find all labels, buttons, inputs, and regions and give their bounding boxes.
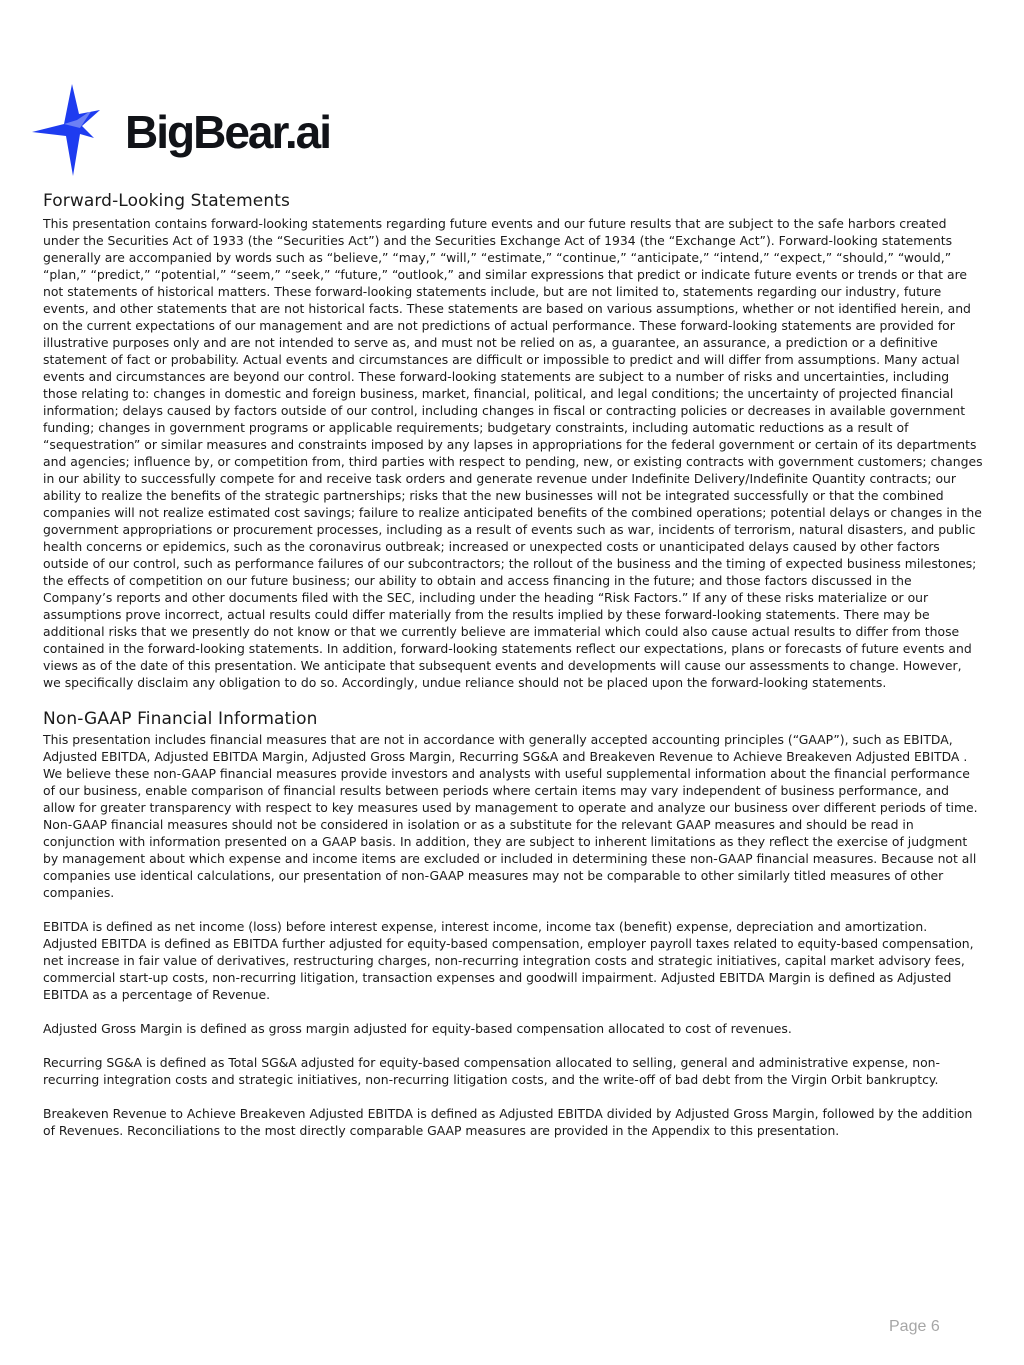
- breakeven-revenue-paragraph: Breakeven Revenue to Achieve Breakeven Adjusted EBITDA is defined as Adjusted EBITDA divided by Adjusted Gross Margin, followed by the addition of Revenues. Reconciliations to the most directly comparable GAAP measures are provided in the Appendix to this presentation.: [43, 1106, 973, 1138]
- recurring-sga-paragraph: Recurring SG&A is defined as Total SG&A adjusted for equity-based compensation allocated to selling, general and administrative expense, non-recurring integration costs and strategic initiatives, non-recurring litigation costs, and the write-off of bad debt from the Virgin Orbit bankruptcy.: [43, 1055, 940, 1087]
- north-star-icon: [30, 80, 130, 180]
- logo-wordmark: BigBear.ai: [125, 106, 330, 158]
- non-gaap-title: Non-GAAP Financial Information: [43, 709, 318, 729]
- forward-looking-paragraph: This presentation contains forward-looking statements regarding future events and our future results that are subject to the safe harbors created under the Securities Act of 1933 (the “Securities Act”) and the Securities Exchange Act of 1934 (the “Exchange Act”). Forward-looking statements generally are accompanied by words such as “believe,” “may,” “will,” “estimate,” “continue,” “anticipate,” “intend,” “expect,” “should,” “would,” “plan,” “predict,” “potential,” “seem,” “seek,” “future,” “outlook,” and similar expressions that predict or indicate future events or trends or that are not statements of historical matters. These forward-looking statements include, but are not limited to, statements regarding our industry, future events, and other statements that are not historical facts. These statements are based on various assumptions, whether or not identified herein, and on the current expectations of our management and are not predictions of actual performance. These forward-looking statements are provided for illustrative purposes only and are not intended to serve as, and must not be relied on as, a guarantee, an assurance, a prediction or a definitive statement of fact or probability. Actual events and circumstances are difficult or impossible to predict and will differ from assumptions. Many actual events and circumstances are beyond our control. These forward-looking statements are subject to a number of risks and uncertainties, including those relating to: changes in domestic and foreign business, market, financial, political, and legal conditions; the uncertainty of projected financial information; delays caused by factors outside of our control, including changes in fiscal or contracting policies or decreases in available government funding; changes in government programs or applicable requirements; budgetary constraints, including automatic reductions as a result of “sequestration” or similar measures and constraints imposed by any lapses in appropriations for the federal government or certain of its departments and agencies; influence by, or competition from, third parties with respect to pending, new, or existing contracts with government customers; changes in our ability to successfully compete for and receive task orders and generate revenue under Indefinite Delivery/Indefinite Quantity contracts; our ability to realize the benefits of the strategic partnerships; risks that the new businesses will not be integrated successfully or that the combined companies will not realize estimated cost savings; failure to realize anticipated benefits of the combined operations; potential delays or changes in the government appropriations or procurement processes, including as a result of events such as war, incidents of terrorism, natural disasters, and public health concerns or epidemics, such as the coronavirus outbreak; increased or unexpected costs or unanticipated delays caused by other factors outside of our control, such as performance failures of our subcontractors; the rollout of the business and the timing of expected business milestones; the effects of competition on our future business; our ability to obtain and access financing in the future; and those factors discussed in the Company’s reports and other documents filed with the SEC, including under the heading “Risk Factors.” If any of these risks materialize or our assumptions prove incorrect, actual results could differ materially from the results implied by these forward-looking statements. There may be additional risks that we presently do not know or that we currently believe are immaterial which could also cause actual results to differ from those contained in the forward-looking statements. In addition, forward-looking statements reflect our expectations, plans or forecasts of future events and views as of the date of this presentation. We anticipate that subsequent events and developments will cause our assessments to change. However, we specifically disclaim any obligation to do so. Accordingly, undue reliance should not be placed upon the forward-looking statements.: [43, 216, 983, 690]
- forward-looking-section: [43, 190, 983, 691]
- adjusted-gross-margin-paragraph: Adjusted Gross Margin is defined as gross margin adjusted for equity-based compensation allocated to cost of revenues.: [43, 1021, 792, 1036]
- document-body: [43, 190, 983, 1139]
- forward-looking-title: Forward-Looking Statements: [43, 191, 290, 211]
- non-gaap-paragraph-intro: This presentation includes financial measures that are not in accordance with generally accepted accounting principles (“GAAP”), such as EBITDA, Adjusted EBITDA, Adjusted EBITDA Margin, Adjusted Gross Margin, Recurring SG&A and Breakeven Revenue to Achieve Breakeven Adjusted EBITDA . We believe these non-GAAP financial measures provide investors and analysts with useful supplemental information about the financial performance of our business, enable comparison of financial results between periods where certain items may vary independent of business performance, and allow for greater transparency with respect to key measures used by management to operate and analyze our business over different periods of time. Non-GAAP financial measures should not be considered in isolation or as a substitute for the relevant GAAP measures and should be read in conjunction with information presented on a GAAP basis. In addition, they are subject to inherent limitations as they reflect the exercise of judgment by management about which expense and income items are excluded or included in determining these non-GAAP financial measures. Because not all companies use identical calculations, our presentation of non-GAAP measures may not be comparable to other similarly titled measures of other companies.: [43, 732, 978, 900]
- bigbear-logo: [30, 80, 330, 180]
- ebitda-definition-paragraph: EBITDA is defined as net income (loss) before interest expense, interest income, income tax (benefit) expense, depreciation and amortization. Adjusted EBITDA is defined as EBITDA further adjusted for equity-based compensation, employer payroll taxes related to equity-based compensation, net increase in fair value of derivatives, restructuring charges, non-recurring integration costs and strategic initiatives, capital market advisory fees, commercial start-up costs, non-recurring litigation, transaction expenses and goodwill impairment. Adjusted EBITDA Margin is defined as Adjusted EBITDA as a percentage of Revenue.: [43, 919, 974, 1002]
- non-gaap-section: [43, 708, 983, 1139]
- page-number: Page 6: [889, 1318, 940, 1335]
